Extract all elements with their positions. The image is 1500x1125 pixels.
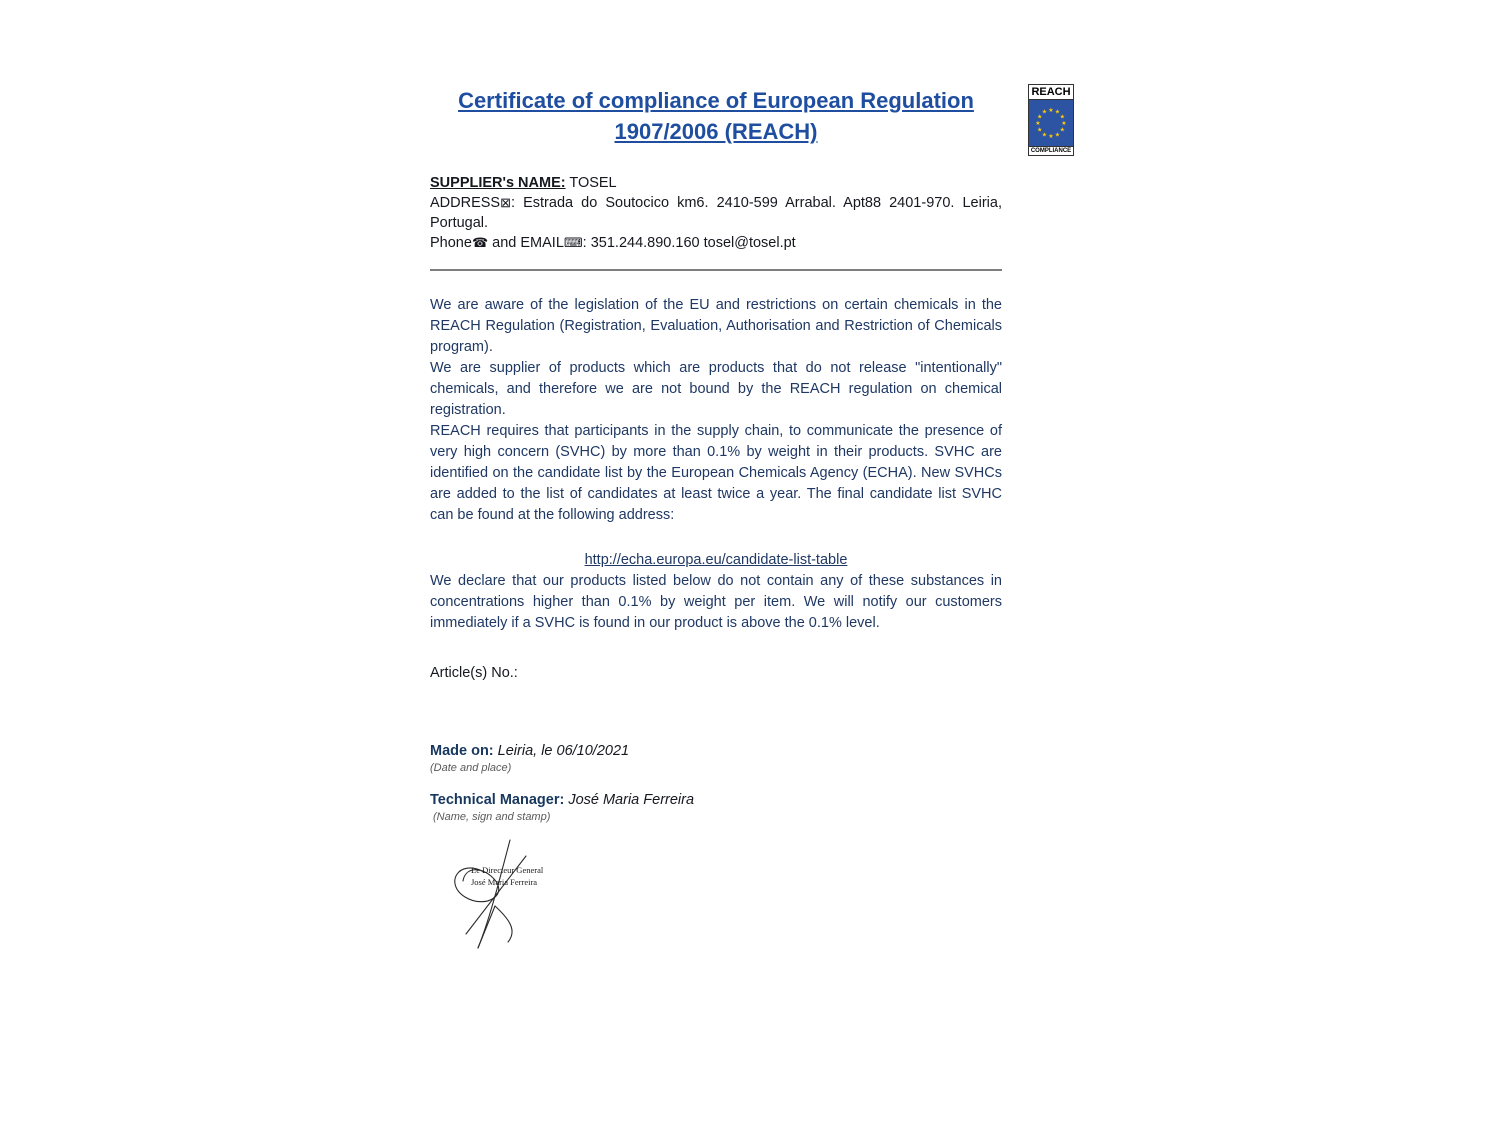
svg-text:★: ★ [1041,131,1048,139]
paragraph-supplier-statement: We are supplier of products which are products that do not release "intentionally" chemicals, and therefore we are not bound by the REACH regulation on chemical registration. [430,360,1002,418]
reach-compliance-logo [1028,84,1074,156]
phone-icon: ☎ [471,235,489,250]
svg-text:★: ★ [1059,113,1065,121]
supplier-block [430,173,1002,253]
envelope-icon: ⊠ [500,195,512,210]
svg-text:★: ★ [1041,108,1048,116]
made-on-label: Made on: [430,743,494,759]
supplier-address-line [430,193,1002,233]
svg-text:★: ★ [1054,108,1061,116]
made-on-value: Leiria, le 06/10/2021 [493,743,630,759]
paragraph-svhc-requirements: REACH requires that participants in the supply chain, to communicate the presence of very high concern (SVHC) by more than 0.1% by weight in their products. SVHC are identified on the candidate list by the European Chemicals Agency (ECHA). New SVHCs are added to the list of candidates at least twice a year. The final candidate list SVHC can be found at the following address: [430,423,1002,523]
email-label: and EMAIL [488,235,564,251]
made-on-line [430,741,1002,761]
address-value: : Estrada do Soutocico km6. 2410-599 Arrabal. Apt88 2401-970. Leiria, Portugal. [430,195,1002,231]
svg-text:★: ★ [1061,120,1067,127]
title-line-2: 1907/2006 (REACH) [614,119,818,144]
horizontal-divider [430,269,1002,271]
svg-text:★: ★ [1059,126,1065,134]
paragraph-awareness: We are aware of the legislation of the EU and restrictions on certain chemicals in the REACH Regulation (Registration, Evaluation, Authorisation and Restriction of Chemicals program). [430,297,1002,355]
svg-text:★: ★ [1037,126,1043,134]
technical-manager-label: Technical Manager: [430,792,565,808]
signature-name-line: José Maria Ferreira [471,877,538,887]
fax-icon: ⌨ [563,235,583,250]
eu-flag-icon [1029,100,1073,146]
signature-printed-name [471,864,543,888]
supplier-name-label: SUPPLIER's NAME: [430,175,566,191]
svg-text:★: ★ [1035,120,1041,127]
svg-text:★: ★ [1048,107,1054,114]
paragraph-declaration: We declare that our products listed below do not contain any of these substances in concentrations higher than 0.1% by weight per item. We will notify our customers immediately if a SVHC is found in our product is above the 0.1% level. [430,573,1002,631]
reach-logo-compliance-label: COMPLIANCE [1030,148,1072,154]
supplier-contact-line [430,233,1002,253]
candidate-list-link[interactable]: http://echa.europa.eu/candidate-list-table [584,552,848,568]
signature-block [438,838,598,956]
svg-text:★: ★ [1054,131,1061,139]
signature-scribble-icon [438,838,598,956]
reach-logo-title: REACH [1029,85,1073,100]
document-body [430,85,1002,956]
name-sign-note: (Name, sign and stamp) [433,811,551,823]
title-line-1: Certificate of compliance of European Regulation [458,88,974,113]
date-place-note: (Date and place) [430,762,512,774]
technical-manager-value: José Maria Ferreira [564,792,695,808]
svg-text:★: ★ [1037,113,1043,121]
svg-text:★: ★ [1048,133,1054,140]
document-title [430,85,1002,147]
address-label: ADDRESS [430,195,501,211]
eu-stars-circle-icon [1031,103,1071,143]
technical-manager-line [430,790,1002,810]
articles-label: Article(s) No.: [430,665,518,681]
supplier-name-line [430,173,1002,193]
candidate-list-link-row [430,550,1002,571]
signature-title-line: Le Directeur General [471,865,544,875]
phone-label: Phone [430,235,472,251]
contact-value: : 351.244.890.160 tosel@tosel.pt [582,235,796,251]
supplier-name-value: TOSEL [565,175,617,191]
